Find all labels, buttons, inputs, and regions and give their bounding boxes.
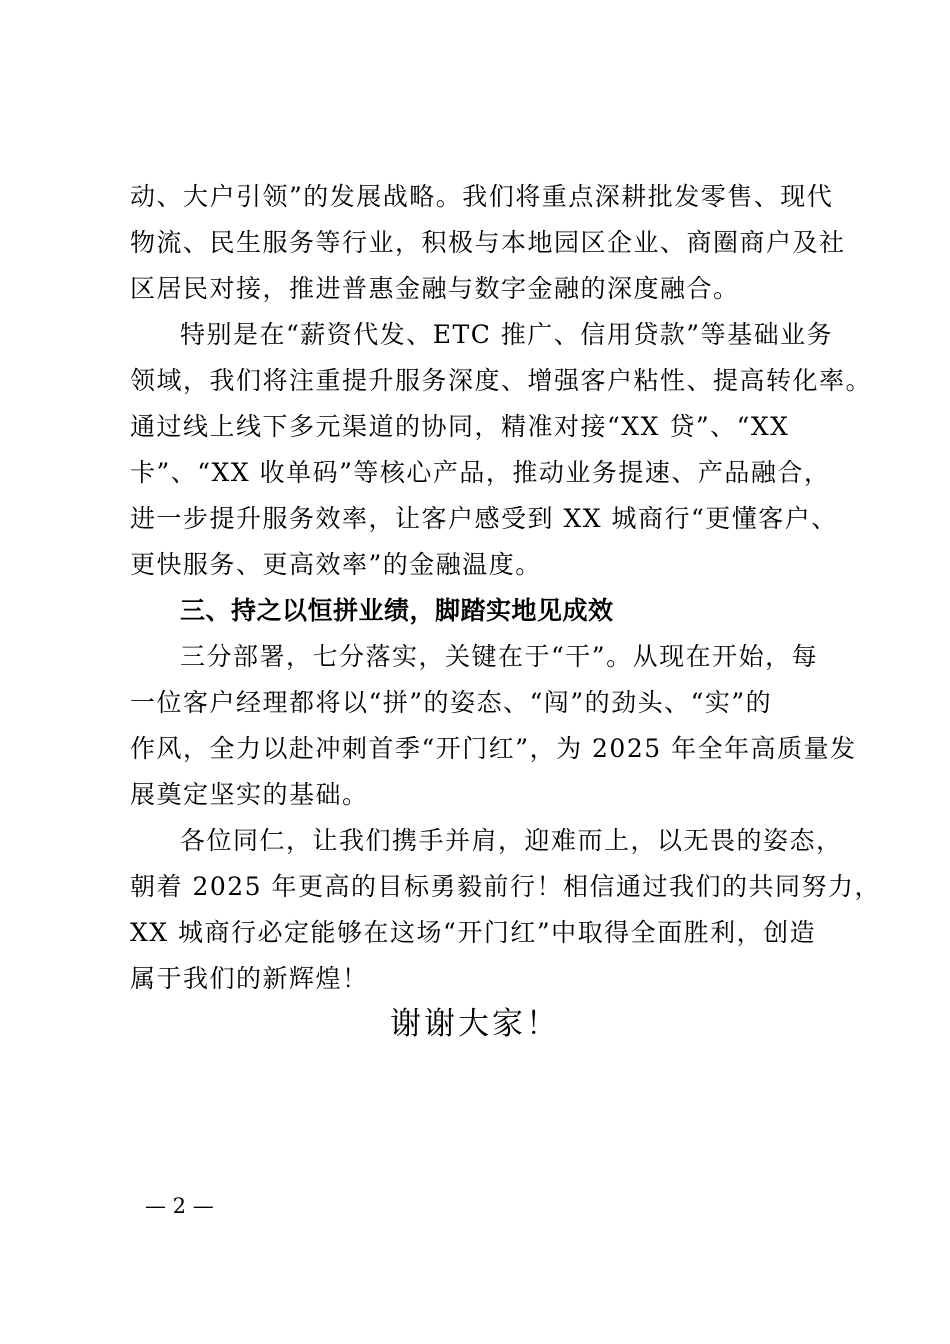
section-heading: 三、持之以恒拼业绩，脚踏实地见成效	[180, 596, 614, 625]
text-line: 进一步提升服务效率，让客户感受到 XX 城商行“更懂客户、	[130, 504, 838, 533]
text-line: 作风，全力以赴冲刺首季“开门红”，为 2025 年全年高质量发	[130, 734, 857, 763]
text-line: 领域，我们将注重提升服务深度、增强客户粘性、提高转化率。	[130, 366, 873, 395]
text-line: 朝着 2025 年更高的目标勇毅前行！相信通过我们的共同努力，	[130, 872, 882, 901]
text-line: 通过线上线下多元渠道的协同，精准对接“XX 贷”、“XX	[130, 412, 790, 441]
text-line: 区居民对接，推进普惠金融与数字金融的深度融合。	[130, 274, 740, 303]
text-line: 一位客户经理都将以“拼”的姿态、“闯”的劲头、“实”的	[130, 688, 773, 717]
text-line: 特别是在“薪资代发、ETC 推广、信用贷款”等基础业务	[180, 320, 834, 349]
text-line: 三分部署，七分落实，关键在于“干”。从现在开始，每	[180, 642, 819, 671]
closing-remark: 谢谢大家！	[390, 1006, 560, 1042]
text-line: 物流、民生服务等行业，积极与本地园区企业、商圈商户及社	[130, 228, 846, 257]
text-line: XX 城商行必定能够在这场“开门红”中取得全面胜利，创造	[130, 918, 817, 947]
text-line: 动、大户引领”的发展战略。我们将重点深耕批发零售、现代	[130, 182, 834, 211]
text-line: 卡”、“XX 收单码”等核心产品，推动业务提速、产品融合，	[130, 458, 831, 487]
text-line: 展奠定坚实的基础。	[130, 780, 369, 809]
page-number: — 2 —	[145, 1194, 214, 1218]
text-line: 属于我们的新辉煌！	[130, 964, 369, 993]
text-line: 更快服务、更高效率”的金融温度。	[130, 550, 542, 579]
text-line: 各位同仁，让我们携手并肩，迎难而上，以无畏的姿态，	[180, 826, 843, 855]
